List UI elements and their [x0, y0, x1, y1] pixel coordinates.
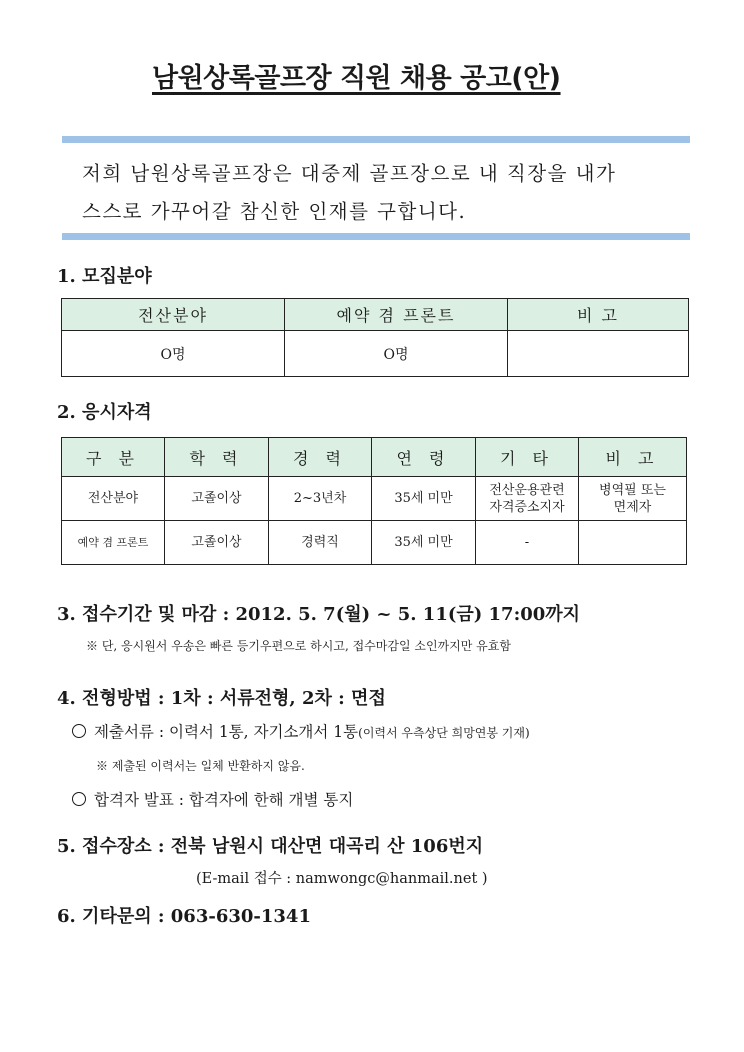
- table-header-cell: 학 력: [165, 438, 269, 477]
- table-row: [62, 331, 689, 377]
- table-header-cell: 구 분: [62, 438, 165, 477]
- documents-item-note: (이력서 우측상단 희망연봉 기재): [358, 726, 530, 740]
- table-row: [62, 477, 687, 521]
- application-note: ※ 단, 응시원서 우송은 빠른 등기우편으로 하시고, 접수마감일 소인까지만 유효함: [86, 639, 511, 653]
- table-header-cell: 비 고: [579, 438, 687, 477]
- table-cell: 전산운용관련 자격증소지자: [476, 477, 579, 521]
- result-announcement-text: 합격자 발표 : 합격자에 한해 개별 통지: [94, 791, 354, 809]
- table-header-cell: 예약 겸 프론트: [285, 299, 508, 331]
- intro-line-1: 저희 남원상록골프장은 대중제 골프장으로 내 직장을 내가: [82, 162, 617, 185]
- section-recruitment-field: 1. 모집분야: [57, 266, 152, 287]
- table-cell: 경력직: [269, 521, 372, 565]
- top-divider-bar: [62, 136, 690, 143]
- section-application-period: 3. 접수기간 및 마감 : 2012. 5. 7(월) ~ 5. 11(금) 17:00까지: [57, 604, 581, 625]
- table-header-cell: 경 력: [269, 438, 372, 477]
- table-header-cell: 연 령: [372, 438, 476, 477]
- table-cell: 고졸이상: [165, 521, 269, 565]
- table-cell: O명: [285, 331, 508, 377]
- table-header-cell: 기 타: [476, 438, 579, 477]
- table-cell: -: [476, 521, 579, 565]
- documents-item-text: 제출서류 : 이력서 1통, 자기소개서 1통: [94, 723, 359, 741]
- section-qualifications: 2. 응시자격: [57, 402, 152, 423]
- table-header-cell: 비 고: [508, 299, 689, 331]
- section-application-place: 5. 접수장소 : 전북 남원시 대산면 대곡리 산 106번지: [57, 836, 484, 857]
- recruitment-table: [61, 298, 689, 377]
- table-cell: 고졸이상: [165, 477, 269, 521]
- table-cell: 예약 겸 프론트: [62, 521, 165, 565]
- circle-bullet-icon: [72, 724, 86, 738]
- table-header-row: [62, 438, 687, 477]
- page-title: 남원상록골프장 직원 채용 공고(안): [152, 63, 561, 94]
- circle-bullet-icon: [72, 792, 86, 806]
- section-selection-method: 4. 전형방법 : 1차 : 서류전형, 2차 : 면접: [57, 688, 386, 709]
- bottom-divider-bar: [62, 233, 690, 240]
- table-cell: 35세 미만: [372, 521, 476, 565]
- table-cell: [579, 521, 687, 565]
- table-row: [62, 521, 687, 565]
- intro-line-2: 스스로 가꾸어갈 참신한 인재를 구합니다.: [82, 200, 467, 223]
- table-header-cell: 전산분야: [62, 299, 285, 331]
- table-cell: [508, 331, 689, 377]
- table-cell: O명: [62, 331, 285, 377]
- table-header-row: [62, 299, 689, 331]
- qualifications-table: [61, 437, 687, 565]
- result-announcement-item: [72, 788, 353, 810]
- section-contact: 6. 기타문의 : 063-630-1341: [57, 906, 311, 927]
- table-cell: 병역필 또는 면제자: [579, 477, 687, 521]
- table-cell: 전산분야: [62, 477, 165, 521]
- table-cell: 35세 미만: [372, 477, 476, 521]
- documents-item: [72, 720, 530, 742]
- table-cell: 2~3년차: [269, 477, 372, 521]
- email-application: (E-mail 접수 : namwongc@hanmail.net ): [196, 871, 488, 887]
- documents-return-note: ※ 제출된 이력서는 일체 반환하지 않음.: [96, 759, 305, 773]
